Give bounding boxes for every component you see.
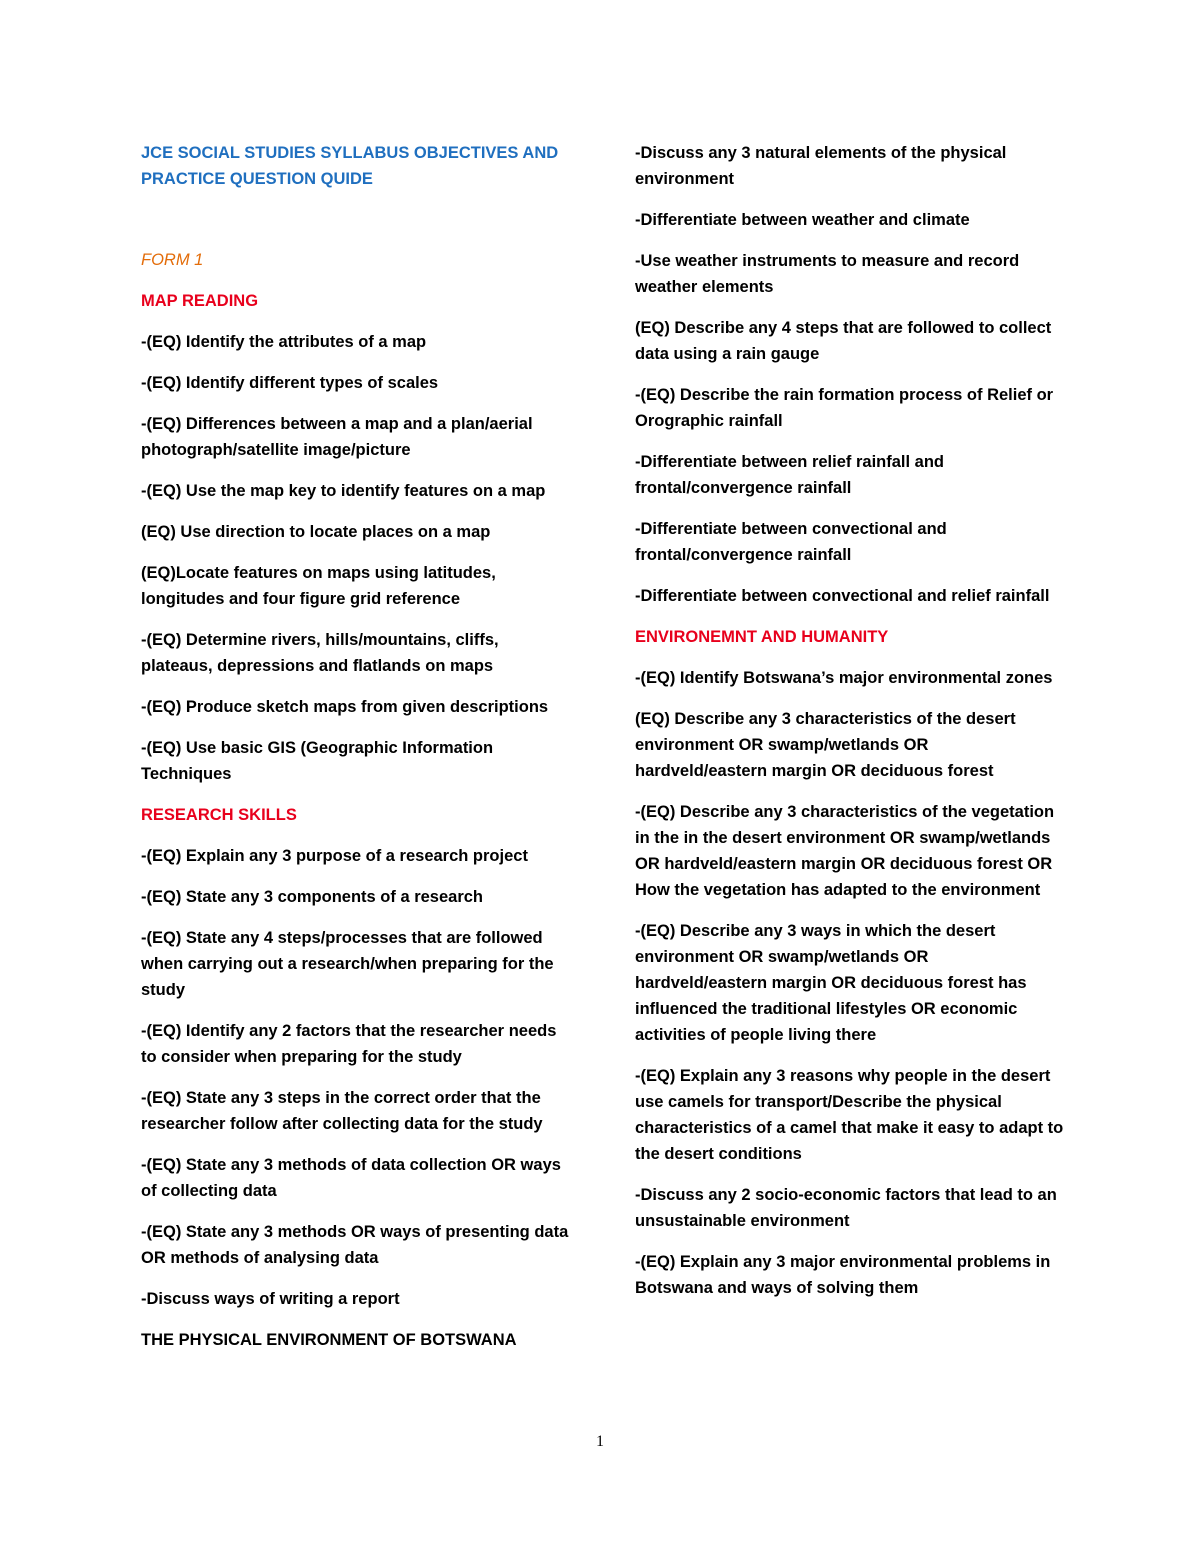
objective-item: -(EQ) Differences between a map and a plan/aerial photograph/satellite image/picture [141, 415, 533, 459]
objective-item: -(EQ) Explain any 3 reasons why people in the desert use camels for transport/Describe the physical characteristics of a camel that make it easy to adapt to the desert conditions [635, 1067, 1064, 1163]
objective-item: -(EQ) Identify Botswana’s major environmental zones [635, 669, 1053, 687]
objective-item: -(EQ) Describe the rain formation process of Relief or Orographic rainfall [635, 386, 1054, 430]
objective-item: -Discuss ways of writing a report [141, 1290, 400, 1308]
objective-item: -(EQ) Determine rivers, hills/mountains, cliffs, plateaus, depressions and flatlands on maps [141, 631, 499, 675]
document-title: JCE SOCIAL STUDIES SYLLABUS OBJECTIVES AND PRACTICE QUESTION QUIDE [141, 144, 559, 188]
objective-item: (EQ)Locate features on maps using latitudes, longitudes and four figure grid reference [141, 564, 496, 608]
objective-item: -(EQ) State any 3 steps in the correct order that the researcher follow after collecting data for the study [141, 1089, 543, 1133]
objective-item: -Differentiate between convectional and relief rainfall [635, 587, 1050, 605]
environment-humanity-heading: ENVIRONEMNT AND HUMANITY [635, 628, 889, 646]
objective-item: -Differentiate between relief rainfall and frontal/convergence rainfall [635, 453, 944, 497]
objective-item: -(EQ) Explain any 3 purpose of a research project [141, 847, 528, 865]
objective-item: -(EQ) State any 3 methods of data collection OR ways of collecting data [141, 1156, 561, 1200]
physical-environment-heading: THE PHYSICAL ENVIRONMENT OF BOTSWANA [141, 1331, 517, 1349]
objective-item: -Discuss any 3 natural elements of the physical environment [635, 144, 1007, 188]
objective-item: -(EQ) State any 3 components of a research [141, 888, 484, 906]
objective-item: -Differentiate between convectional and frontal/convergence rainfall [635, 520, 947, 564]
right-column [635, 140, 1065, 1316]
objective-item: -(EQ) State any 3 methods OR ways of presenting data OR methods of analysing data [141, 1223, 569, 1267]
page-number: 1 [596, 1433, 604, 1450]
objective-item: -(EQ) Use the map key to identify features on a map [141, 482, 546, 500]
objective-item: -(EQ) Explain any 3 major environmental problems in Botswana and ways of solving them [635, 1253, 1051, 1297]
research-skills-heading: RESEARCH SKILLS [141, 806, 297, 824]
objective-item: -(EQ) Describe any 3 ways in which the desert environment OR swamp/wetlands OR hardveld/eastern margin OR deciduous forest has influenced the traditional lifestyles OR economic activities of people living there [635, 922, 1027, 1044]
form-label: FORM 1 [141, 251, 204, 269]
objective-item: (EQ) Describe any 4 steps that are followed to collect data using a rain gauge [635, 319, 1052, 363]
left-column [141, 140, 571, 1368]
objective-item: -(EQ) Identify the attributes of a map [141, 333, 427, 351]
objective-item: -Use weather instruments to measure and record weather elements [635, 252, 1020, 296]
map-reading-heading: MAP READING [141, 292, 259, 310]
objective-item: (EQ) Use direction to locate places on a map [141, 523, 491, 541]
objective-item: -(EQ) Identify any 2 factors that the researcher needs to consider when preparing for the study [141, 1022, 557, 1066]
objective-item: -(EQ) Describe any 3 characteristics of the vegetation in the in the desert environment OR swamp/wetlands OR hardveld/eastern margin OR deciduous forest OR How the vegetation has adapted to the environment [635, 803, 1055, 899]
objective-item: -Discuss any 2 socio-economic factors that lead to an unsustainable environment [635, 1186, 1057, 1230]
objective-item: (EQ) Describe any 3 characteristics of the desert environment OR swamp/wetlands OR hardveld/eastern margin OR deciduous forest [635, 710, 1016, 780]
objective-item: -Differentiate between weather and climate [635, 211, 970, 229]
objective-item: -(EQ) Use basic GIS (Geographic Information Techniques [141, 739, 494, 783]
objective-item: -(EQ) Produce sketch maps from given descriptions [141, 698, 549, 716]
objective-item: -(EQ) Identify different types of scales [141, 374, 439, 392]
objective-item: -(EQ) State any 4 steps/processes that are followed when carrying out a research/when preparing for the study [141, 929, 554, 999]
